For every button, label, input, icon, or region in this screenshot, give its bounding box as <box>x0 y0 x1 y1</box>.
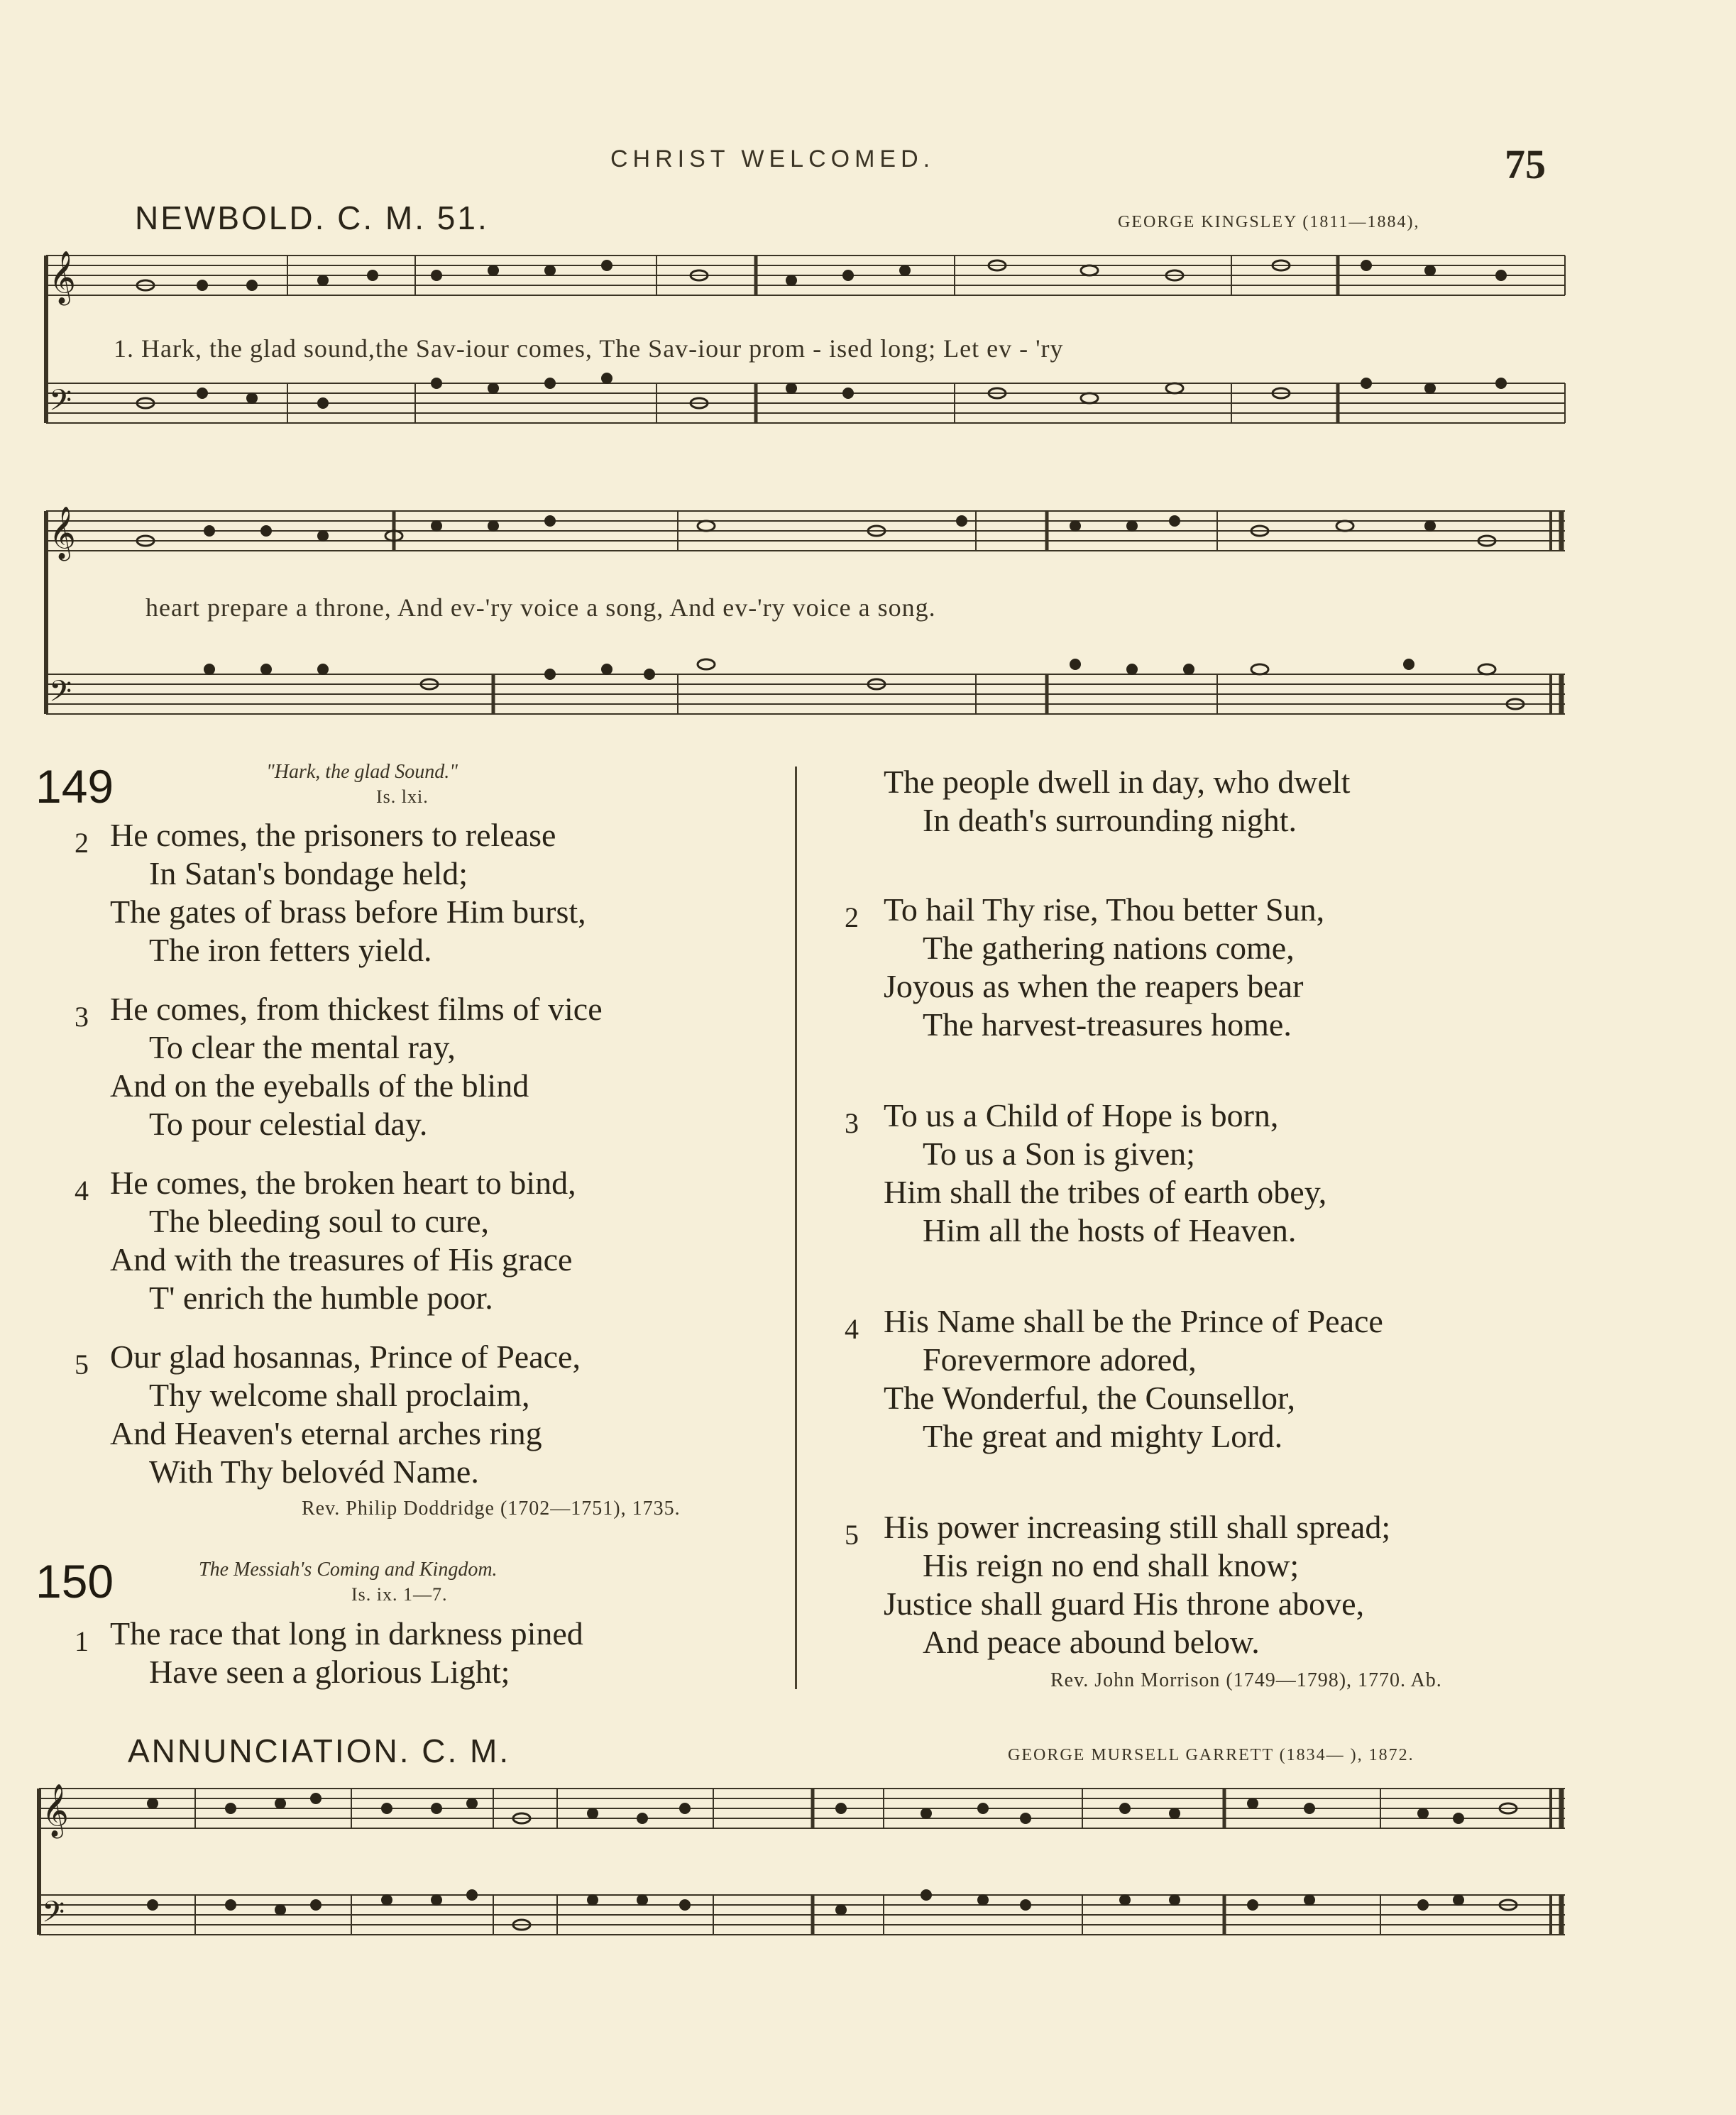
verse-line: Forevermore adored, <box>923 1341 1197 1378</box>
verse-line: And on the eyeballs of the blind <box>110 1067 529 1104</box>
stanza-number: 2 <box>845 901 859 933</box>
hymn-150-scripture: Is. ix. 1—7. <box>351 1584 448 1605</box>
hymn-149-title: "Hark, the glad Sound." <box>266 761 458 783</box>
verse-line: The Wonderful, the Counsellor, <box>884 1380 1295 1416</box>
lyrics-line-2: heart prepare a throne, And ev-'ry voice a song, And ev-'ry voice a song. <box>145 593 936 622</box>
hymn-number-150: 150 <box>35 1555 114 1608</box>
verse-line: The bleeding soul to cure, <box>149 1203 490 1239</box>
verse-line: To pour celestial day. <box>149 1106 428 1142</box>
verse-line: The gates of brass before Him burst, <box>110 894 586 930</box>
verse-line: The harvest-treasures home. <box>923 1006 1292 1043</box>
verse-line: The race that long in darkness pined <box>110 1615 583 1652</box>
verse-line: His reign no end shall know; <box>923 1547 1300 1583</box>
verse-line: Him shall the tribes of earth obey, <box>884 1174 1327 1210</box>
svg-text:𝄞: 𝄞 <box>49 251 76 304</box>
verse-line: In death's surrounding night. <box>923 802 1297 838</box>
verse-line: He comes, the prisoners to release <box>110 817 556 853</box>
verse-line: To hail Thy rise, Thou better Sun, <box>884 891 1325 928</box>
verse-line: And peace abound below. <box>923 1624 1260 1660</box>
column-divider <box>795 767 797 1689</box>
stanza-number: 3 <box>75 1001 89 1033</box>
stanza-number: 3 <box>845 1107 859 1139</box>
verse-line: Him all the hosts of Heaven. <box>923 1212 1297 1248</box>
stanza-number: 2 <box>75 827 89 859</box>
hymn-150-title: The Messiah's Coming and Kingdom. <box>199 1559 498 1581</box>
composer-garrett: GEORGE MURSELL GARRETT (1834— ), 1872. <box>1008 1746 1414 1764</box>
verse-line: Our glad hosannas, Prince of Peace, <box>110 1339 581 1375</box>
verse-line: Thy welcome shall proclaim, <box>149 1377 530 1413</box>
verse-line: He comes, from thickest films of vice <box>110 991 603 1027</box>
verse-line: And Heaven's eternal arches ring <box>110 1415 542 1451</box>
page-number: 75 <box>1505 141 1546 187</box>
tune-name-annunciation: ANNUNCIATION. C. M. <box>128 1732 511 1769</box>
hymn-149-scripture: Is. lxi. <box>376 786 429 807</box>
svg-text:𝄢: 𝄢 <box>49 383 72 424</box>
music-system-3 <box>32 1774 1572 1980</box>
hymn-number-149: 149 <box>35 760 114 813</box>
hymn-149-attribution: Rev. Philip Doddridge (1702—1751), 1735. <box>302 1498 681 1520</box>
verse-line: The people dwell in day, who dwelt <box>884 764 1351 800</box>
verse-line: In Satan's bondage held; <box>149 855 468 891</box>
stanza-number: 1 <box>75 1625 89 1657</box>
verse-line: The great and mighty Lord. <box>923 1418 1283 1454</box>
verse-line: To us a Child of Hope is born, <box>884 1097 1279 1133</box>
stanza-number: 4 <box>845 1313 859 1345</box>
svg-text:𝄢: 𝄢 <box>42 1895 65 1936</box>
svg-text:𝄞: 𝄞 <box>42 1784 69 1837</box>
running-header: CHRIST WELCOMED. <box>610 145 935 172</box>
verse-line: With Thy belovéd Name. <box>149 1454 479 1490</box>
svg-text:𝄢: 𝄢 <box>49 674 72 715</box>
verse-line: Have seen a glorious Light; <box>149 1654 510 1690</box>
stanza-number: 4 <box>75 1175 89 1207</box>
verse-line: T' enrich the humble poor. <box>149 1280 493 1316</box>
lyrics-line-1: 1. Hark, the glad sound,the Sav-iour comes, The Sav-iour prom - ised long; Let ev - 'ry <box>114 334 1064 363</box>
composer-kingsley: GEORGE KINGSLEY (1811—1884), <box>1118 213 1420 231</box>
verse-line: Justice shall guard His throne above, <box>884 1586 1365 1622</box>
verse-line: He comes, the broken heart to bind, <box>110 1165 576 1201</box>
hymn-150-attribution: Rev. John Morrison (1749—1798), 1770. Ab. <box>1050 1669 1442 1691</box>
stanza-number: 5 <box>845 1519 859 1551</box>
verse-line: To us a Son is given; <box>923 1136 1195 1172</box>
verse-line: The gathering nations come, <box>923 930 1295 966</box>
svg-text:𝄞: 𝄞 <box>49 507 76 559</box>
verse-line: His power increasing still shall spread; <box>884 1509 1391 1545</box>
verse-line: To clear the mental ray, <box>149 1029 456 1065</box>
stanza-number: 5 <box>75 1348 89 1380</box>
verse-line: And with the treasures of His grace <box>110 1241 573 1278</box>
verse-line: The iron fetters yield. <box>149 932 432 968</box>
verse-line: His Name shall be the Prince of Peace <box>884 1303 1383 1339</box>
verse-line: Joyous as when the reapers bear <box>884 968 1304 1004</box>
tune-name-newbold: NEWBOLD. C. M. 51. <box>135 199 489 236</box>
